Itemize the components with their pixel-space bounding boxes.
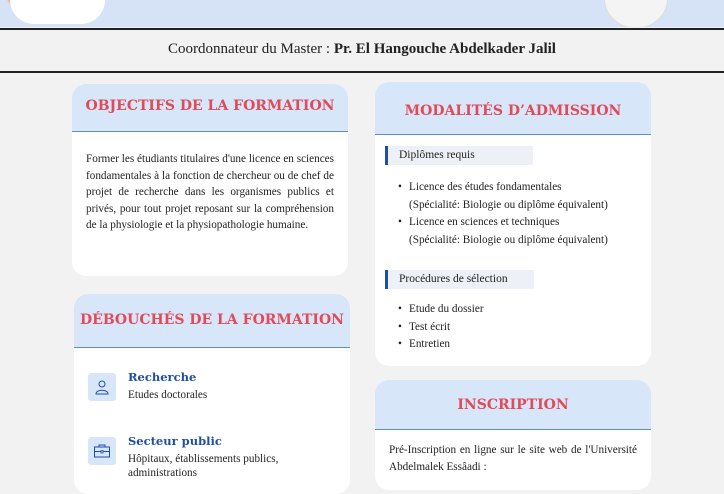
modalites-card	[375, 82, 651, 366]
debouche-title: Recherche	[128, 370, 197, 384]
list-item	[395, 179, 608, 214]
briefcase-icon	[88, 437, 116, 465]
list-item: • Entretien	[395, 336, 484, 354]
coordinator-name: Pr. El Hangouche Abdelkader Jalil	[333, 41, 556, 57]
inscription-card	[375, 380, 651, 490]
diplomes-label: Diplômes requis	[385, 146, 533, 165]
debouche-title: Secteur public	[128, 434, 222, 448]
inscription-text: Pré-Inscription en ligne sur le site web de l'Université Abdelmalek Essâadi :	[389, 444, 637, 473]
diplome-line2: (Spécialité: Biologie ou diplôme équivalent)	[409, 198, 608, 211]
procedures-list	[395, 301, 484, 354]
list-item: • Test écrit	[395, 319, 484, 337]
objectifs-card	[72, 84, 348, 276]
objectifs-text: Former les étudiants titulaires d'une licence en sciences fondamentales à la fonction de chercheur ou de chef de projet de recherche dans les organismes publics et privés, pour tout projet reposant sur la compréhension de la physiologie et la physiopathologie humaine.	[86, 153, 334, 231]
modalites-title: MODALITÉS D’ADMISSION	[375, 82, 651, 135]
coordinator-label: Coordonnateur du Master :	[168, 41, 331, 57]
person-right-image	[604, 0, 668, 27]
diplomes-list	[395, 179, 608, 249]
list-item	[395, 214, 608, 249]
user-icon	[88, 373, 116, 401]
debouche-text: Hôpitaux, établissements publics, administrations	[128, 453, 279, 479]
header-photo-strip	[0, 0, 724, 27]
inscription-title: INSCRIPTION	[375, 380, 651, 430]
objectifs-title: OBJECTIFS DE LA FORMATION	[72, 84, 348, 132]
coordinator-divider	[0, 71, 724, 73]
coordinator-line	[0, 30, 724, 71]
diplome-line1: • Licence des études fondamentales	[409, 181, 562, 193]
debouche-text: Etudes doctorales	[128, 389, 208, 401]
diplome-line2: (Spécialité: Biologie ou diplôme équivalent)	[409, 233, 608, 246]
diplome-line1: • Licence en sciences et techniques	[409, 216, 560, 228]
list-item: • Etude du dossier	[395, 301, 484, 319]
person-left-image	[0, 0, 110, 24]
debouches-title: DÉBOUCHÉS DE LA FORMATION	[74, 294, 350, 348]
debouches-card	[74, 294, 350, 494]
procedures-label: Procédures de sélection	[385, 270, 534, 289]
